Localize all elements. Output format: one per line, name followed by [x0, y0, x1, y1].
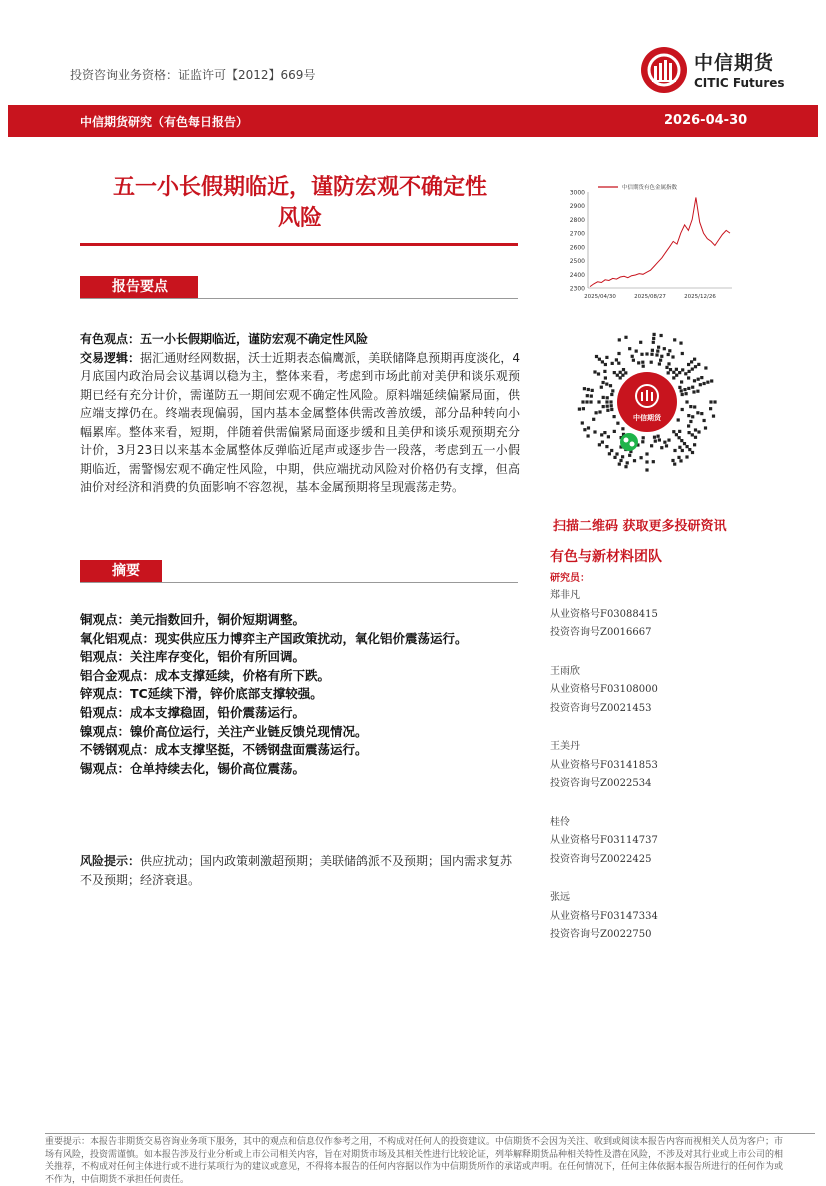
key-points-body: [80, 330, 520, 497]
qr-module: [657, 435, 660, 438]
qr-module: [610, 404, 613, 407]
qr-caption: 扫描二维码 获取更多投研资讯: [553, 519, 727, 534]
qr-module: [641, 440, 644, 443]
qr-module: [687, 376, 690, 379]
qr-module: [615, 358, 618, 361]
qr-module: [660, 355, 663, 358]
qr-code[interactable]: [571, 326, 723, 478]
qr-module: [624, 465, 627, 468]
view-label: 有色观点：: [80, 332, 141, 346]
summary-list: [80, 611, 520, 778]
qr-module: [671, 459, 674, 462]
qr-module: [680, 439, 683, 442]
qr-module: [675, 433, 678, 436]
chart-y-tick-label: 2700: [569, 230, 585, 238]
qr-module: [681, 449, 684, 452]
qr-module: [650, 361, 653, 364]
analyst-cert: 从业资格号F03147334: [550, 910, 658, 922]
analyst-cert: 从业资格号F03141853: [550, 759, 658, 771]
qr-module: [667, 371, 670, 374]
qr-module: [616, 374, 619, 377]
view-text: 五一小长假期临近，谨防宏观不确定性风险: [140, 332, 369, 346]
chart-y-tick-label: 3000: [569, 189, 585, 197]
qr-module: [673, 338, 676, 341]
analyst-name: 张远: [550, 892, 570, 903]
qr-module: [582, 407, 585, 410]
qr-module: [609, 384, 612, 387]
qr-module: [700, 412, 703, 415]
qr-module: [589, 400, 592, 403]
qr-module: [621, 374, 624, 377]
qr-module: [613, 430, 616, 433]
qr-module: [655, 353, 658, 356]
index-chart: [560, 180, 740, 314]
qr-module: [641, 361, 644, 364]
report-title-line-1: 五一小长假期临近，谨防宏观不确定性: [112, 175, 487, 200]
qr-module: [672, 376, 675, 379]
qr-module: [602, 405, 605, 408]
qr-module: [652, 460, 655, 463]
analyst-entry: [550, 738, 658, 794]
summary-item-copper: 铜观点：美元指数回升，铜价短期调整。: [80, 612, 306, 627]
chart-y-tick-label: 2600: [569, 244, 585, 252]
qr-module: [645, 460, 648, 463]
qr-module: [665, 366, 668, 369]
qr-module: [621, 427, 624, 430]
qr-module: [653, 436, 656, 439]
qr-module: [667, 439, 670, 442]
qr-module: [578, 408, 581, 411]
qr-module: [592, 418, 595, 421]
qr-module: [681, 393, 684, 396]
qr-module: [593, 430, 596, 433]
qr-module: [581, 400, 584, 403]
summary-item-aluminum-alloy: 铝合金观点：成本支撑延续，价格有所下跌。: [80, 667, 331, 683]
chart-y-tick-label: 2900: [569, 203, 585, 211]
qr-module: [597, 400, 600, 403]
qr-module: [654, 440, 657, 443]
qr-module: [683, 388, 686, 391]
qr-module: [665, 444, 668, 447]
chart-x-tick-label: 2025/12/26: [684, 294, 716, 300]
qr-module: [692, 390, 695, 393]
qualification-text: 投资咨询业务资格：证监许可【2012】669号: [70, 68, 316, 82]
chart-y-tick-label: 2300: [569, 285, 585, 293]
qr-module: [667, 362, 670, 365]
qr-module: [598, 443, 601, 446]
qr-module: [621, 455, 624, 458]
logo-chinese-name: 中信期货: [694, 52, 775, 74]
qr-module: [585, 400, 588, 403]
qr-module: [618, 463, 621, 466]
qr-module: [640, 353, 643, 356]
qr-module: [689, 405, 692, 408]
qr-module: [709, 400, 712, 403]
qr-module: [710, 379, 713, 382]
qr-module: [600, 386, 603, 389]
nonferrous-view: [80, 330, 520, 349]
qr-module: [671, 355, 674, 358]
qr-module: [691, 451, 694, 454]
qr-module: [590, 395, 593, 398]
qr-module: [606, 405, 609, 408]
qr-module: [687, 424, 690, 427]
qr-module: [619, 459, 622, 462]
qr-module: [645, 352, 648, 355]
qr-module: [694, 365, 697, 368]
qr-module: [642, 365, 645, 368]
qr-module: [689, 420, 692, 423]
qr-module: [687, 363, 690, 366]
qr-module: [581, 421, 584, 424]
report-title: [80, 172, 520, 234]
qr-module: [613, 456, 616, 459]
analyst-entry: [550, 587, 658, 643]
summary-item-alumina: 氧化铝观点：现实供应压力博弈主产国政策扰动，氧化铝价震荡运行。: [80, 630, 468, 646]
qr-module: [618, 338, 621, 341]
analyst-name: 王雨欣: [550, 665, 580, 677]
qr-module: [704, 366, 707, 369]
qr-module: [685, 392, 688, 395]
qr-module: [663, 347, 666, 350]
team-name: 有色与新材料团队: [550, 549, 662, 565]
qr-module: [678, 446, 681, 449]
analyst-cert: 从业资格号F03088415: [550, 608, 658, 620]
qr-module: [587, 426, 590, 429]
qr-module: [587, 434, 590, 437]
logo-english-name: CITIC Futures: [694, 76, 785, 90]
logic-text: 据汇通财经网数据，沃士近期表态偏鹰派，美联储降息预期再度淡化，4月底国内政治局会议基调以稳为主，整体来看，考虑到市场此前对美伊和谈乐观预期已经有充分计价，需谨防五一期间宏观不确定性风险。原料端延续偏紧局面，供应端支撑仍在。终端表现偏弱，国内基本金属整体供需改善放缓，部分品种转向小幅累库。整体来看，短期，伴随着供需偏紧局面逐步缓和且美伊和谈乐观预期充分计价，3月23日以来基本金属整体反弹临近尾声或逐步告一段落，考虑到五一小假期临近，需警惕宏观不确定性风险，中期，供应端扰动风险对价格仍有支撑，但高油价对经济和消费的负面影响不容忽视，基本金属预期将呈现震荡走势。: [80, 350, 520, 494]
qr-module: [628, 454, 631, 457]
qr-module: [660, 446, 663, 449]
qr-module: [645, 452, 648, 455]
qr-module: [587, 388, 590, 391]
qr-module: [628, 347, 631, 350]
qr-module: [656, 350, 659, 353]
qr-module: [658, 362, 661, 365]
qr-module: [699, 383, 702, 386]
qr-module: [591, 389, 594, 392]
citic-logo-icon: [640, 46, 688, 94]
qr-module: [651, 349, 654, 352]
qr-module: [632, 359, 635, 362]
qr-module: [693, 358, 696, 361]
chart-y-tick-label: 2400: [569, 271, 585, 279]
qr-module: [613, 415, 616, 418]
researcher-label: 研究员：: [550, 573, 590, 584]
qr-module: [583, 387, 586, 390]
qr-module: [605, 383, 608, 386]
chart-legend-label: 中信期货有色金属指数: [622, 185, 678, 191]
qr-module: [693, 443, 696, 446]
qr-module: [672, 371, 675, 374]
analyst-name: 桂伶: [550, 816, 570, 828]
logic-label: 交易逻辑：: [80, 350, 141, 365]
qr-module: [598, 358, 601, 361]
qr-module: [694, 428, 697, 431]
analyst-advisory: 投资咨询号Z0016667: [550, 627, 652, 638]
risk-label: 风险提示：: [80, 854, 141, 868]
qr-module: [697, 378, 700, 381]
qr-module: [691, 415, 694, 418]
chart-x-tick-label: 2025/08/27: [634, 294, 666, 300]
qr-module: [680, 389, 683, 392]
qr-module: [637, 361, 640, 364]
qr-module: [687, 387, 690, 390]
qr-module: [690, 360, 693, 363]
qr-module: [595, 411, 598, 414]
qr-module: [586, 394, 589, 397]
qr-module: [709, 407, 712, 410]
analyst-name: 郑非凡: [550, 590, 580, 601]
qr-module: [583, 428, 586, 431]
qr-module: [603, 370, 606, 373]
qr-module: [703, 382, 706, 385]
qr-module: [684, 372, 687, 375]
qr-module: [652, 337, 655, 340]
qr-module: [663, 441, 666, 444]
qr-module: [672, 430, 675, 433]
qr-module: [642, 436, 645, 439]
qr-module: [604, 376, 607, 379]
qr-module: [615, 452, 618, 455]
summary-item-lead: 铅观点：成本支撑稳固，铅价震荡运行。: [80, 704, 306, 720]
report-date: 2026-04-30: [664, 113, 748, 128]
analyst-advisory: 投资咨询号Z0022750: [550, 929, 652, 940]
summary-label: 摘要: [80, 560, 162, 582]
citic-logo: [640, 46, 810, 96]
qr-module: [697, 363, 700, 366]
qr-module: [706, 381, 709, 384]
qr-module: [601, 441, 604, 444]
qr-module: [610, 449, 613, 452]
qr-module: [602, 396, 605, 399]
chart-x-tick-label: 2025/04/30: [584, 294, 616, 300]
analyst-name: 王美丹: [550, 741, 580, 752]
footer-rule: [45, 1133, 815, 1134]
qr-module: [626, 461, 629, 464]
qr-module: [673, 463, 676, 466]
qr-module: [657, 346, 660, 349]
qr-module: [694, 436, 697, 439]
qr-module: [624, 371, 627, 374]
qr-module: [611, 389, 614, 392]
qr-module: [616, 422, 619, 425]
qr-module: [685, 455, 688, 458]
qr-module: [611, 362, 614, 365]
qr-module: [675, 374, 678, 377]
qr-module: [645, 468, 648, 471]
qr-module: [680, 380, 683, 383]
qr-module: [678, 386, 681, 389]
qr-module: [601, 360, 604, 363]
qr-module: [650, 444, 653, 447]
qr-module: [597, 372, 600, 375]
qr-module: [617, 352, 620, 355]
qr-module: [598, 410, 601, 413]
qr-module: [613, 371, 616, 374]
analyst-entry: [550, 663, 658, 719]
qr-module: [669, 368, 672, 371]
qr-module: [610, 393, 613, 396]
qr-module: [677, 418, 680, 421]
qr-module: [678, 436, 681, 439]
qr-module: [704, 426, 707, 429]
qr-module: [685, 400, 688, 403]
qr-module: [673, 449, 676, 452]
qr-module: [681, 408, 684, 411]
qr-module: [713, 400, 716, 403]
qr-module: [681, 368, 684, 371]
qr-module: [631, 355, 634, 358]
qr-module: [606, 409, 609, 412]
key-points-label: 报告要点: [80, 276, 198, 298]
qr-module: [691, 368, 694, 371]
chart-series-line: [590, 198, 730, 287]
summary-rule: [80, 582, 518, 583]
qr-module: [693, 379, 696, 382]
qr-module: [659, 359, 662, 362]
chart-y-tick-label: 2800: [569, 216, 585, 224]
analyst-list: [550, 587, 658, 965]
summary-item-zinc: 锌观点：TC延续下滑，锌价底部支撑较强。: [80, 686, 323, 702]
qr-module: [652, 341, 655, 344]
qr-module: [686, 445, 689, 448]
qr-module: [605, 400, 608, 403]
qr-module: [687, 414, 690, 417]
analyst-entry: [550, 814, 658, 870]
risk-text: 供应扰动；国内政策刺激超预期；美联储鸽派不及预期；国内需求复苏不及预期；经济衰退。: [80, 854, 513, 887]
qr-module: [679, 342, 682, 345]
qr-module: [696, 411, 699, 414]
analyst-advisory: 投资咨询号Z0022534: [550, 778, 652, 789]
qr-module: [691, 386, 694, 389]
qr-module: [678, 371, 681, 374]
qr-module: [604, 363, 607, 366]
summary-item-stainless: 不锈钢观点：成本支撑坚挺，不锈钢盘面震荡运行。: [80, 742, 368, 758]
qr-module: [667, 353, 670, 356]
qr-module: [617, 362, 620, 365]
qr-module: [605, 445, 608, 448]
qr-module: [683, 442, 686, 445]
analyst-cert: 从业资格号F03108000: [550, 684, 658, 695]
qr-module: [600, 433, 603, 436]
qr-module: [658, 438, 661, 441]
qr-module: [619, 371, 622, 374]
qr-module: [660, 334, 663, 337]
qr-module: [624, 336, 627, 339]
qr-module: [609, 400, 612, 403]
qr-module: [677, 456, 680, 459]
banner-title: 中信期货研究（有色每日报告）: [80, 115, 249, 129]
qr-module: [675, 368, 678, 371]
qr-module: [696, 390, 699, 393]
qr-module: [622, 368, 625, 371]
qr-module: [653, 333, 656, 336]
qr-module: [640, 456, 643, 459]
qr-module: [639, 341, 642, 344]
qr-module: [688, 431, 691, 434]
qr-module: [697, 430, 700, 433]
qr-module: [712, 415, 715, 418]
qr-module: [693, 405, 696, 408]
qr-module: [603, 431, 606, 434]
qr-module: [635, 350, 638, 353]
analyst-advisory: 投资咨询号Z0022425: [550, 853, 652, 865]
qr-module: [593, 370, 596, 373]
qr-module: [602, 381, 605, 384]
qr-module: [607, 435, 610, 438]
qr-module: [668, 349, 671, 352]
key-points-rule: [80, 298, 518, 299]
qr-module: [650, 353, 653, 356]
qr-module: [700, 376, 703, 379]
qr-module: [688, 370, 691, 373]
qr-module: [678, 430, 681, 433]
chart-y-tick-label: 2500: [569, 258, 585, 266]
qr-module: [606, 396, 609, 399]
qr-module: [691, 433, 694, 436]
qr-module: [688, 448, 691, 451]
risk-warning: [80, 852, 520, 889]
qr-module: [610, 408, 613, 411]
report-title-line-2: 风险: [277, 206, 322, 231]
qr-logo-text: 中信期货: [633, 414, 661, 422]
qr-module: [605, 356, 608, 359]
summary-item-tin: 锡观点：仓单持续去化，锡价高位震荡。: [80, 760, 306, 776]
analyst-entry: [550, 889, 658, 945]
summary-item-nickel: 镍观点：镍价高位运行，关注产业链反馈兑现情况。: [80, 723, 368, 739]
qr-module: [681, 352, 684, 355]
qr-module: [595, 355, 598, 358]
disclaimer: 重要提示：本报告非期货交易咨询业务项下服务，其中的观点和信息仅作参考之用，不构成对任何人的投资建议。中信期货不会因为关注、收到或阅读本报告内容而视相关人员为客户；市场有风险，投资需谨慎。如本报告涉及行业分析或上市公司相关内容，旨在对期货市场及其相关性进行比较论证，列举解释期货品种相关特性及潜在风险，不涉及对其行业或上市公司的相关推荐，不构成对任何主体进行或不进行某项行为的建议或意见，不得将本报告的任何内容据以作为中信期货所作的承诺或声明。在任何情况下，任何主体依据本报告所进行的任何作为或不作为，中信期货不承担任何责任。: [45, 1137, 784, 1185]
analyst-advisory: 投资咨询号Z0021453: [550, 702, 652, 714]
title-underline: [80, 243, 518, 246]
qr-module: [608, 452, 611, 455]
analyst-cert: 从业资格号F03114737: [550, 835, 658, 846]
qr-module: [703, 419, 706, 422]
qr-module: [679, 459, 682, 462]
trading-logic: [80, 349, 520, 497]
qr-module: [633, 459, 636, 462]
summary-item-aluminum: 铝观点：关注库存变化，铝价有所回调。: [80, 649, 306, 665]
